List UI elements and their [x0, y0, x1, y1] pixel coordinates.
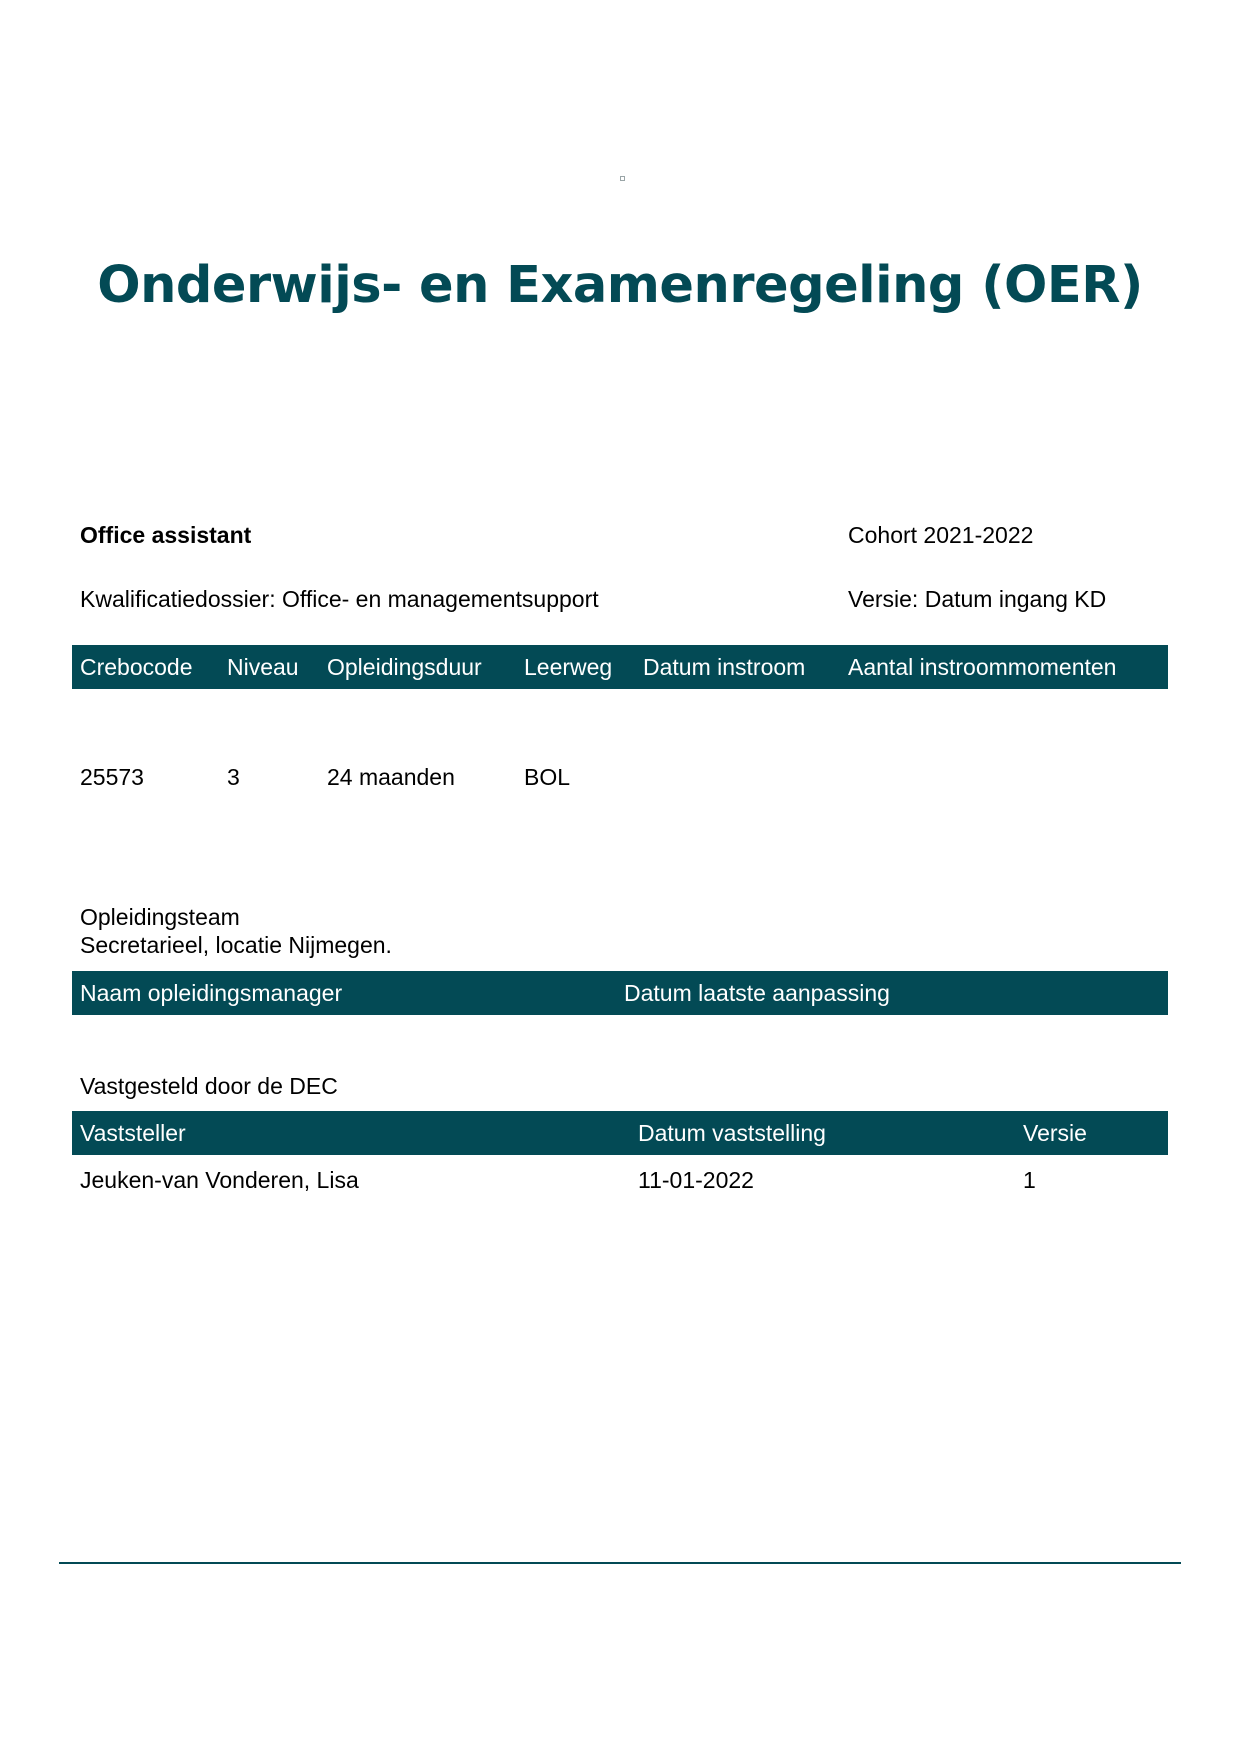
team-value: Secretarieel, locatie Nijmegen. [80, 932, 392, 958]
col-header-opleidingsduur: Opleidingsduur [327, 654, 482, 680]
cell-crebocode: 25573 [80, 764, 144, 790]
cell-opleidingsduur: 24 maanden [327, 764, 455, 790]
placeholder-image-marker [620, 176, 625, 181]
manager-table-header [72, 971, 1168, 1015]
col-header-niveau: Niveau [227, 654, 299, 680]
col-header-versie: Versie [1023, 1120, 1087, 1146]
cell-vaststeller: Jeuken-van Vonderen, Lisa [80, 1167, 359, 1193]
program-name: Office assistant [80, 522, 252, 548]
cell-leerweg: BOL [524, 764, 571, 790]
col-header-datum-vaststelling: Datum vaststelling [638, 1120, 826, 1146]
cell-versie: 1 [1023, 1167, 1036, 1193]
qualification-dossier: Kwalificatiedossier: Office- en managementsupport [80, 586, 599, 612]
cell-niveau: 3 [227, 764, 240, 790]
col-header-leerweg: Leerweg [524, 654, 613, 680]
col-header-crebocode: Crebocode [80, 654, 193, 680]
col-header-datum-instroom: Datum instroom [643, 654, 806, 680]
col-header-vaststeller: Vaststeller [80, 1120, 186, 1146]
cell-datum-vaststelling: 11-01-2022 [638, 1167, 754, 1193]
approval-label: Vastgesteld door de DEC [80, 1073, 338, 1099]
team-label: Opleidingsteam [80, 904, 240, 930]
footer-divider [59, 1562, 1181, 1564]
cohort-label: Cohort 2021-2022 [848, 522, 1034, 548]
version-note: Versie: Datum ingang KD [848, 586, 1107, 612]
program-table-header [72, 645, 1168, 689]
approval-table-header [72, 1111, 1168, 1155]
col-header-naam-opleidingsmanager: Naam opleidingsmanager [80, 980, 343, 1006]
col-header-aantal-instroommomenten: Aantal instroommomenten [848, 654, 1117, 680]
document-title: Onderwijs- en Examenregeling (OER) [97, 256, 1143, 315]
col-header-datum-laatste-aanpassing: Datum laatste aanpassing [624, 980, 890, 1006]
